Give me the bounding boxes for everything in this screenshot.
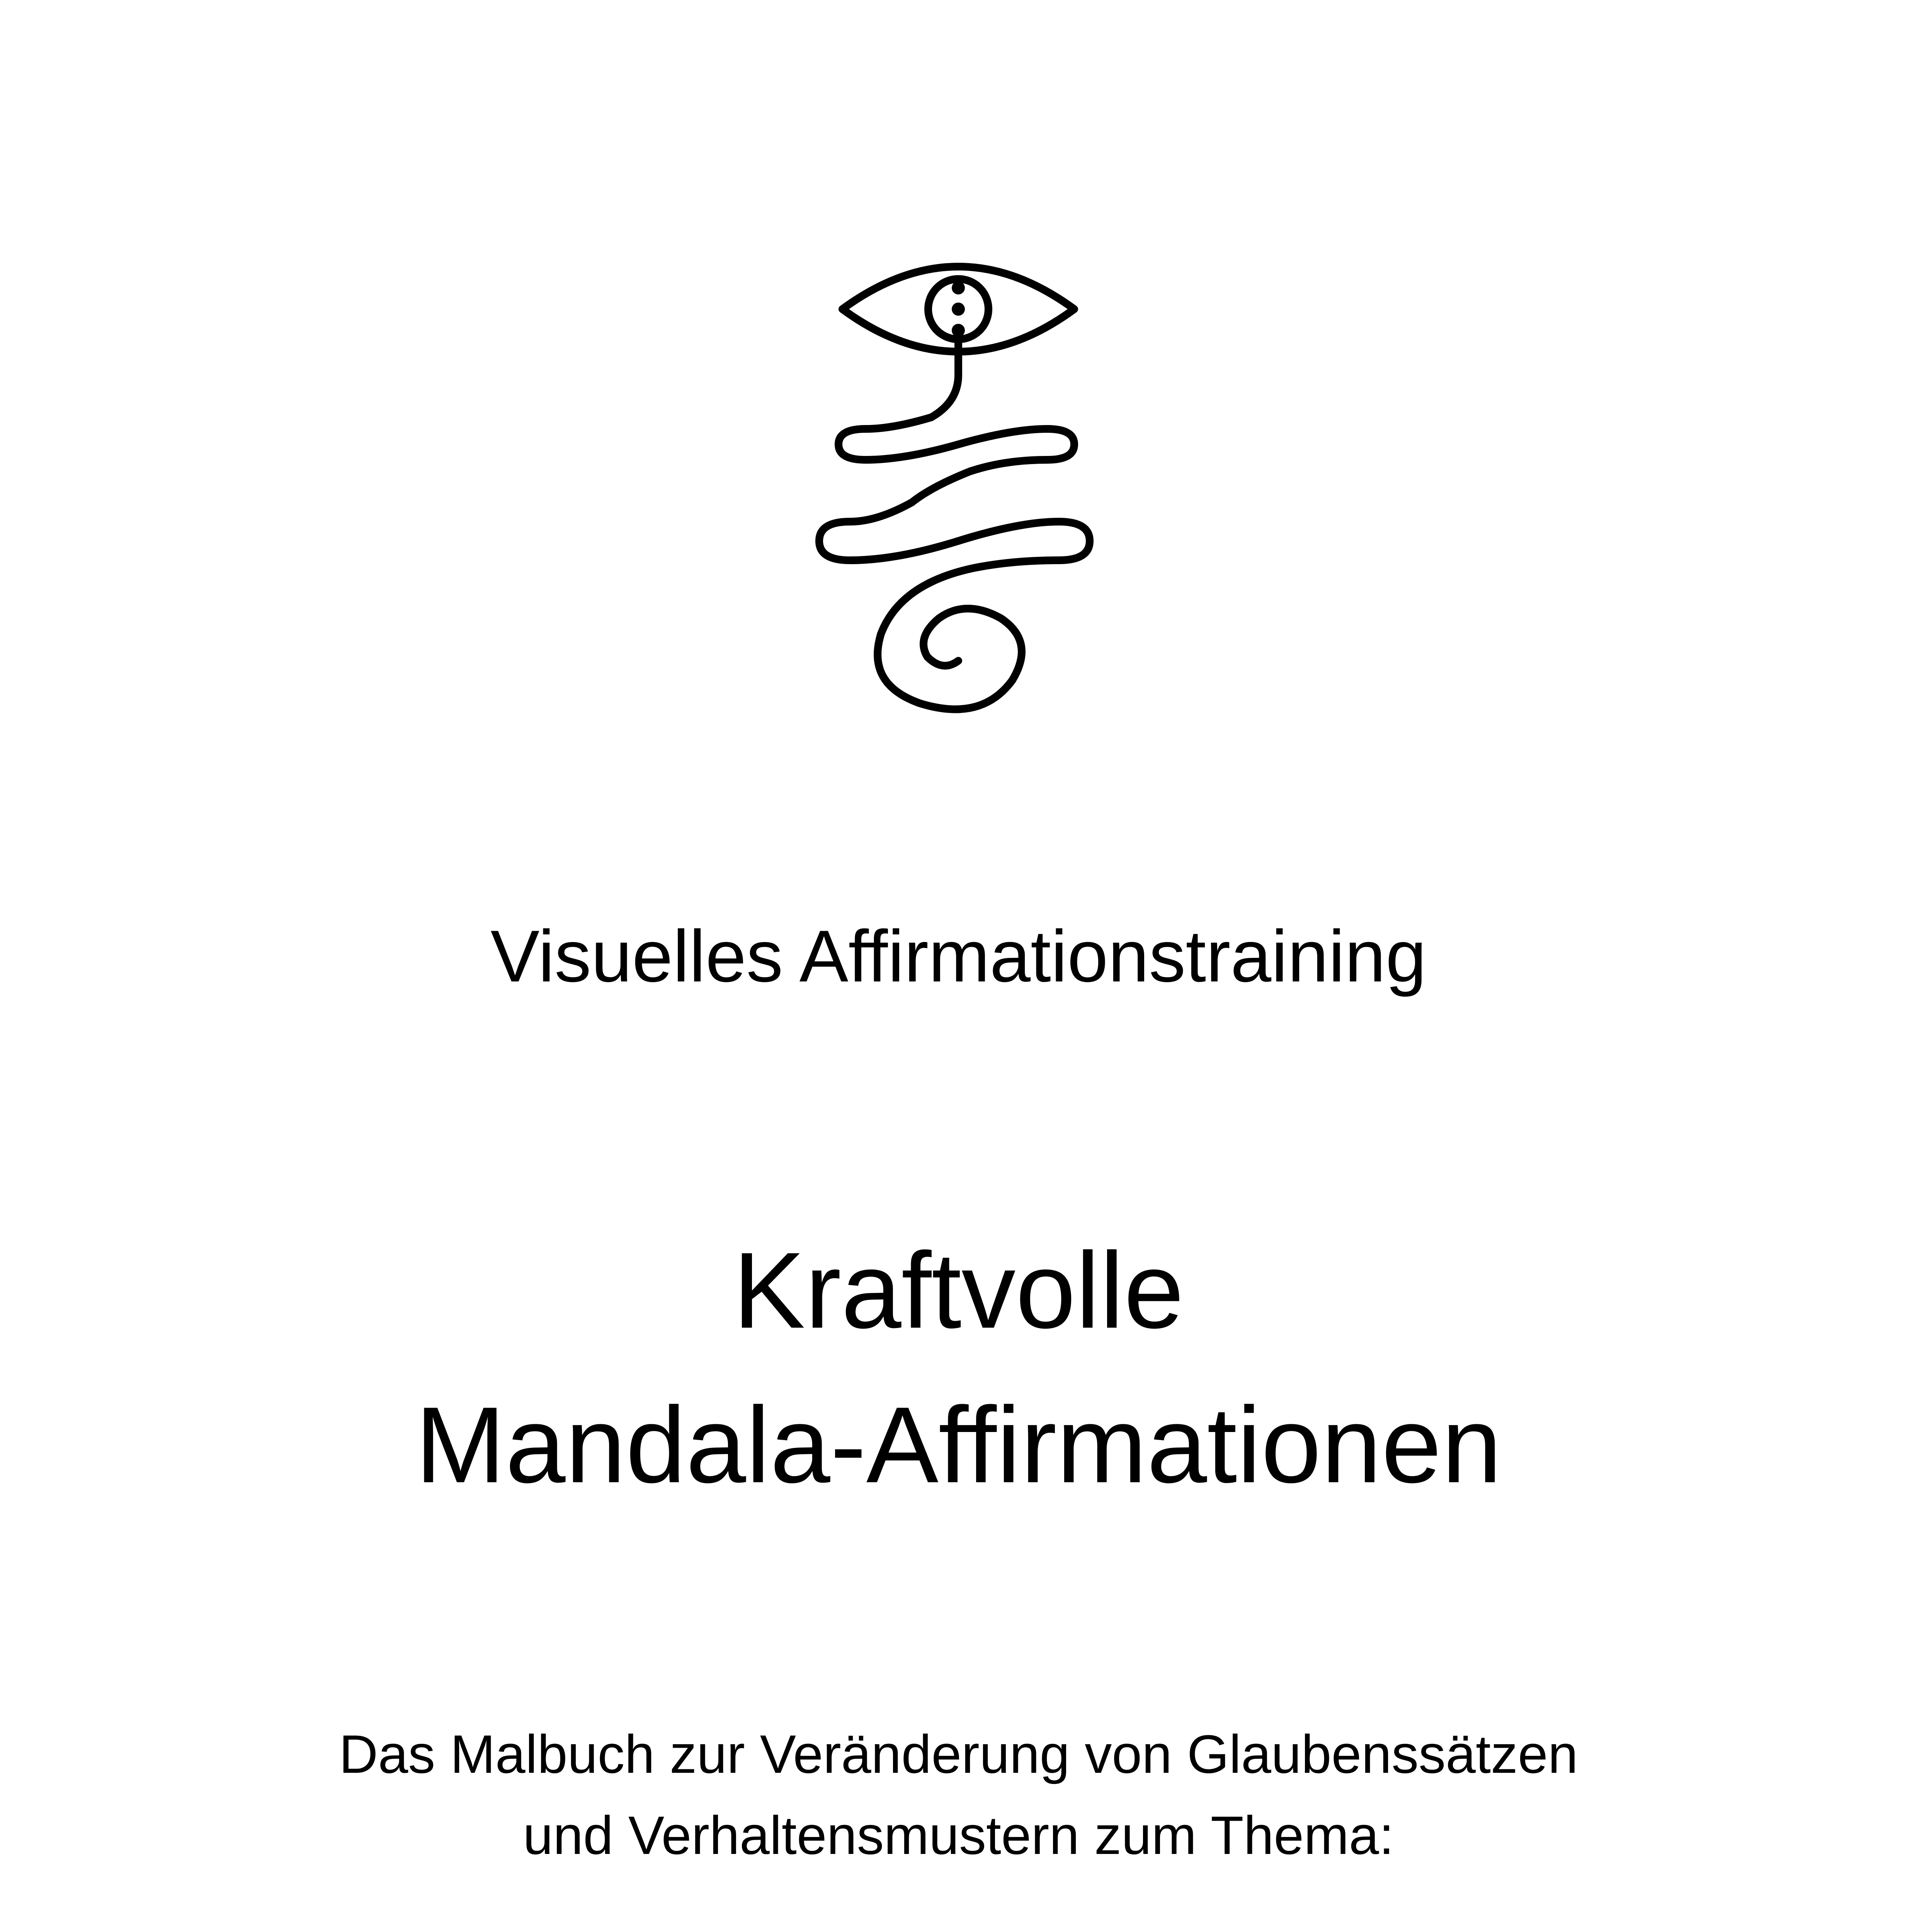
book-title-line-1: Kraftvolle	[733, 1230, 1184, 1351]
description-line-2: und Verhaltensmustern zum Thema:	[523, 1805, 1394, 1866]
series-title: Visuelles Affirmationstraining	[490, 915, 1427, 997]
description-line-1: Das Malbuch zur Veränderung von Glaubenssätzen	[339, 1724, 1578, 1784]
book-title-line-2: Mandala-Affirmationen	[415, 1385, 1502, 1505]
unalome-eye-icon	[804, 247, 1113, 734]
